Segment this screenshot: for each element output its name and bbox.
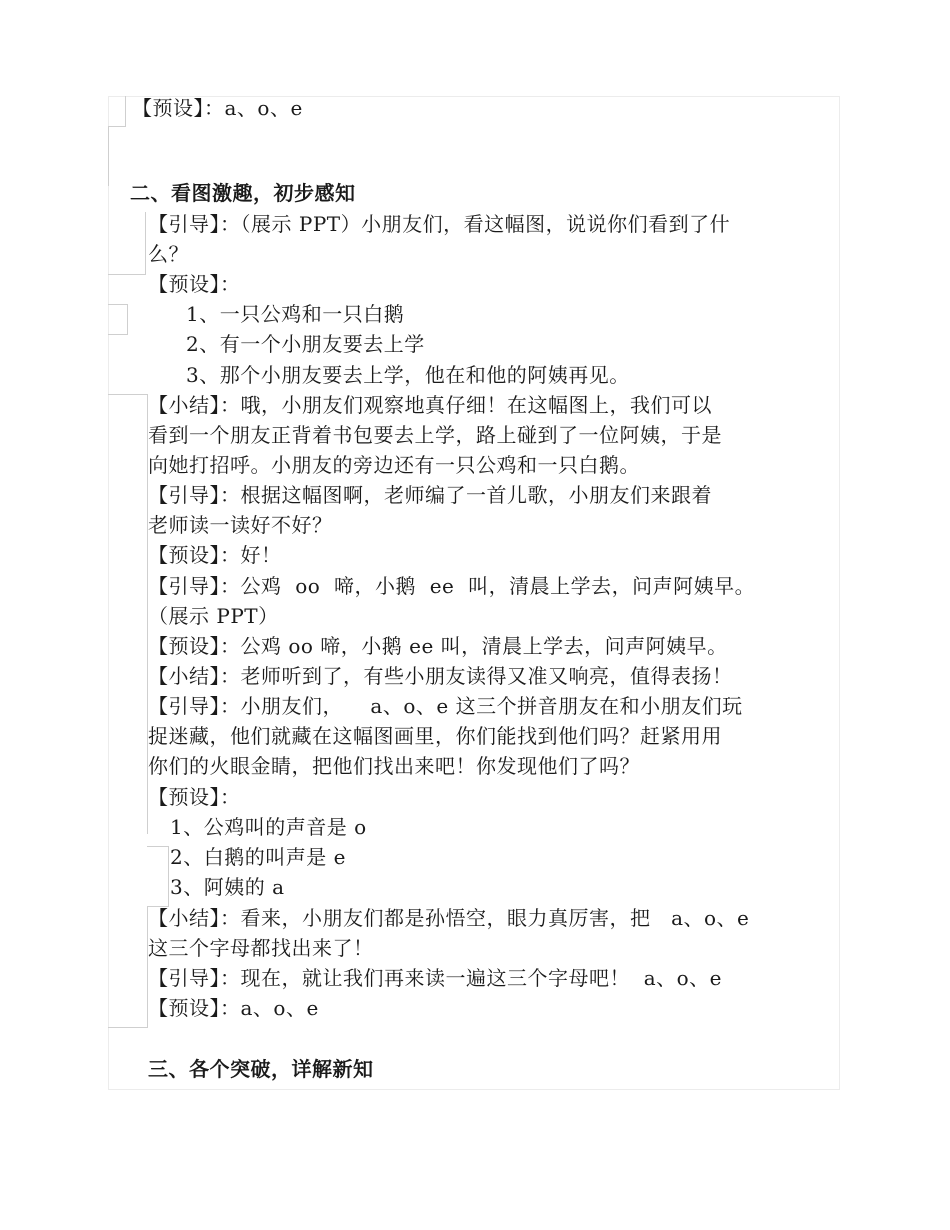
section-heading: 二、看图激趣，初步感知 — [130, 181, 356, 205]
text-line: 老师读一读好不好？ — [148, 513, 333, 537]
preset-line: 【预设】： — [148, 272, 241, 296]
table-border — [108, 126, 109, 186]
table-border — [108, 334, 128, 335]
table-border — [168, 846, 169, 906]
list-item: 1、公鸡叫的声音是 o — [170, 815, 367, 839]
preset-line: 【预设】：a、o、e — [148, 996, 319, 1020]
text-line: 看到一个朋友正背着书包要去上学，路上碰到了一位阿姨，于是 — [148, 423, 722, 447]
table-border — [145, 212, 146, 274]
text-line: 向她打招呼。小朋友的旁边还有一只公鸡和一只白鹅。 — [148, 453, 640, 477]
list-item: 3、那个小朋友要去上学，他在和他的阿姨再见。 — [186, 363, 630, 387]
guide-line: 【引导】：现在，就让我们再来读一遍这三个字母吧！ a、o、e — [148, 966, 723, 990]
guide-line: 【引导】：根据这幅图啊，老师编了一首儿歌，小朋友们来跟着 — [148, 483, 712, 507]
table-border — [108, 126, 126, 127]
table-border — [108, 304, 128, 305]
preset-line: 【预设】：公鸡 oo 啼，小鹅 ee 叫，清晨上学去，问声阿姨早。 — [148, 634, 728, 658]
table-border — [127, 304, 128, 334]
summary-line: 【小结】：老师听到了，有些小朋友读得又准又响亮，值得表扬！ — [148, 664, 733, 688]
list-item: 2、有一个小朋友要去上学 — [186, 332, 425, 356]
table-border — [147, 846, 169, 847]
guide-line: 【引导】：（展示 PPT）小朋友们，看这幅图，说说你们看到了什 — [148, 212, 731, 236]
preset-line: 【预设】： — [148, 785, 241, 809]
list-item: 1、一只公鸡和一只白鹅 — [186, 302, 405, 326]
section-heading: 三、各个突破，详解新知 — [148, 1057, 374, 1081]
text-line: （展示 PPT） — [148, 604, 279, 628]
table-border — [125, 96, 126, 126]
summary-line: 【小结】：看来，小朋友们都是孙悟空，眼力真厉害，把 a、o、e — [148, 906, 750, 930]
guide-line: 【引导】：公鸡 oo 啼，小鹅 ee 叫，清晨上学去，问声阿姨早。 — [148, 574, 756, 598]
table-border — [108, 274, 146, 275]
list-item: 3、阿姨的 a — [170, 875, 285, 899]
list-item: 2、白鹅的叫声是 e — [170, 845, 346, 869]
table-border — [108, 1027, 148, 1028]
summary-line: 【小结】：哦，小朋友们观察地真仔细！在这幅图上，我们可以 — [148, 393, 712, 417]
table-border — [108, 394, 148, 395]
preset-line: 【预设】：a、o、e — [132, 96, 303, 120]
text-line: 捉迷藏，他们就藏在这幅图画里，你们能找到他们吗？赶紧用用 — [148, 724, 722, 748]
preset-line: 【预设】：好！ — [148, 543, 282, 567]
text-line: 这三个字母都找出来了！ — [148, 936, 374, 960]
guide-line: 【引导】：小朋友们， a、o、e 这三个拼音朋友在和小朋友们玩 — [148, 694, 743, 718]
text-line: 么？ — [148, 242, 189, 266]
text-line: 你们的火眼金睛，把他们找出来吧！你发现他们了吗？ — [148, 754, 640, 778]
